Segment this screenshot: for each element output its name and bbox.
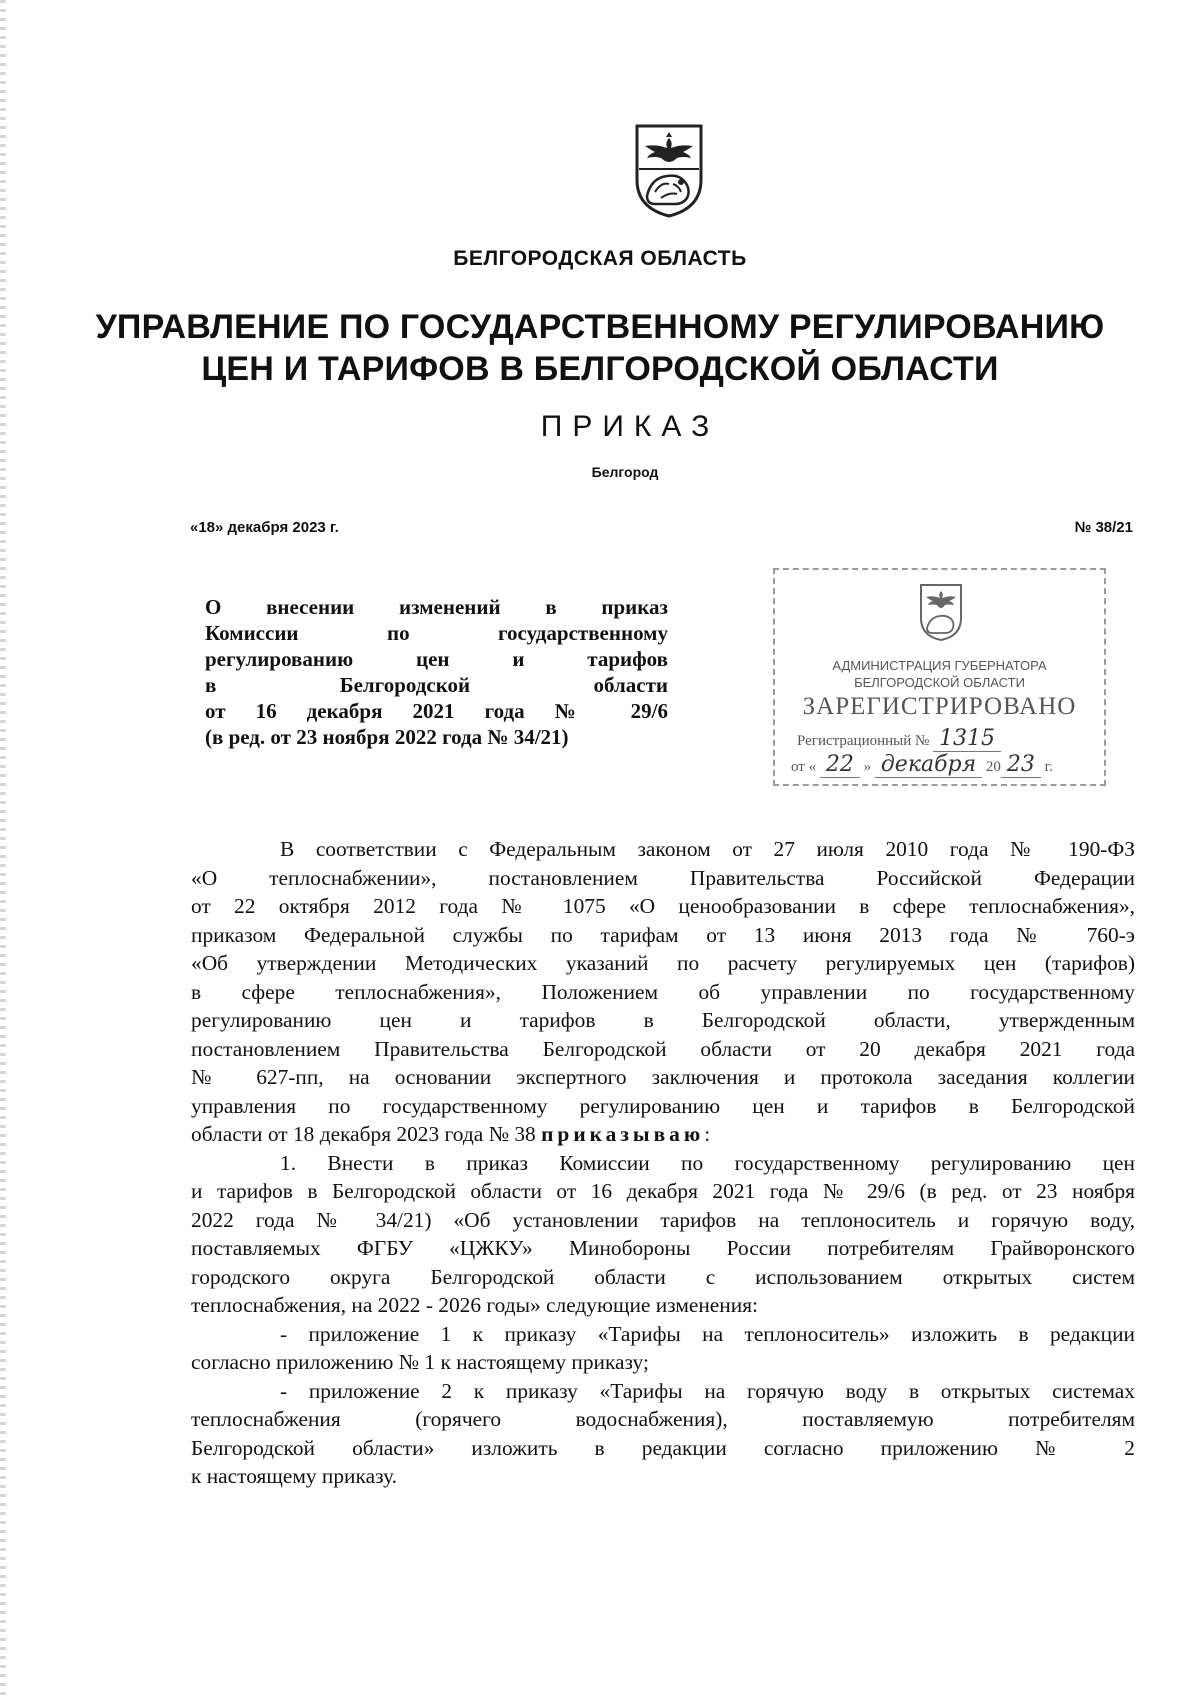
stamp-date-year-prefix: 20 <box>985 759 1001 775</box>
agency-name-line2: ЦЕН И ТАРИФОВ В БЕЛГОРОДСКОЙ ОБЛАСТИ <box>201 350 999 388</box>
body-text: области от 18 декабря 2023 года № 38 <box>191 1122 536 1146</box>
order-body <box>191 835 1135 1491</box>
body-line: городского округа Белгородской области с использованием открытых систем <box>191 1264 1135 1289</box>
region-name: БЕЛГОРОДСКАЯ ОБЛАСТЬ <box>453 247 747 270</box>
body-line <box>191 1120 1135 1149</box>
body-line: теплоснабжения (горячего водоснабжения), поставляемую потребителям <box>191 1407 1135 1431</box>
document-number: № 38/21 <box>1074 519 1133 536</box>
stamp-emblem-icon <box>918 582 964 642</box>
body-text: : <box>704 1122 711 1146</box>
document-type: ПРИКАЗ <box>540 410 720 443</box>
stamp-status: ЗАРЕГИСТРИРОВАНО <box>802 693 1077 720</box>
stamp-org-line1: АДМИНИСТРАЦИЯ ГУБЕРНАТОРА <box>832 658 1047 673</box>
body-line: Белгородской области» изложить в редакции согласно приложению № 2 <box>191 1435 1135 1460</box>
body-line: В соответствии с Федеральным законом от 27 июля 2010 года № 190-ФЗ <box>280 837 1135 861</box>
body-line: от 22 октября 2012 года № 1075 «О ценообразовании в сфере теплоснабжения», <box>191 894 1135 918</box>
body-line: «Об утверждении Методических указаний по расчету регулируемых цен (тарифов) <box>191 951 1135 975</box>
order-verb: приказываю <box>541 1122 705 1146</box>
body-line: 1. Внести в приказ Комиссии по государственному регулированию цен <box>280 1150 1135 1175</box>
stamp-date-day: 22 <box>820 752 860 778</box>
body-line: поставляемых ФГБУ «ЦЖКУ» Минобороны России потребителям Грайворонского <box>191 1236 1135 1260</box>
subject-line: регулированию цен и тарифов <box>205 647 668 671</box>
body-line: 2022 года № 34/21) «Об установлении тарифов на теплоноситель и горячую воду, <box>191 1207 1135 1232</box>
body-line: «О теплоснабжении», постановлением Правительства Российской Федерации <box>191 865 1135 890</box>
subject-line: (в ред. от 23 ноября 2022 года № 34/21) <box>205 725 569 749</box>
body-line: постановлением Правительства Белгородской области от 20 декабря 2021 года <box>191 1036 1135 1061</box>
body-line: № 627-пп, на основании экспертного заключения и протокола заседания коллегии <box>191 1065 1135 1089</box>
agency-name-line1: УПРАВЛЕНИЕ ПО ГОСУДАРСТВЕННОМУ РЕГУЛИРОВАНИЮ <box>95 308 1105 346</box>
stamp-date-month: декабря <box>875 752 982 778</box>
agency-name <box>0 306 1200 390</box>
stamp-date-line <box>791 752 1053 778</box>
coat-of-arms-icon <box>633 122 705 218</box>
city: Белгород <box>591 464 659 480</box>
body-line: и тарифов в Белгородской области от 16 декабря 2021 года № 29/6 (в ред. от 23 ноября <box>191 1179 1135 1203</box>
body-line: теплоснабжения, на 2022 - 2026 годы» следующие изменения: <box>191 1293 758 1317</box>
stamp-reg-number: 1315 <box>933 726 1001 752</box>
document-date: «18» декабря 2023 г. <box>190 519 339 536</box>
body-line: - приложение 1 к приказу «Тарифы на теплоноситель» изложить в редакции <box>280 1321 1135 1346</box>
stamp-org-line2: БЕЛГОРОДСКОЙ ОБЛАСТИ <box>854 675 1025 690</box>
body-line: регулированию цен и тарифов в Белгородской области, утвержденным <box>191 1008 1135 1032</box>
body-line: в сфере теплоснабжения», Положением об управлении по государственному <box>191 979 1135 1004</box>
stamp-organization <box>775 657 1104 691</box>
stamp-date-mid: » <box>863 759 872 775</box>
stamp-date-suffix: г. <box>1044 759 1053 775</box>
stamp-date-prefix: от « <box>791 759 817 775</box>
subject-line: в Белгородской области <box>205 673 668 697</box>
body-line: - приложение 2 к приказу «Тарифы на горячую воду в открытых системах <box>280 1378 1135 1403</box>
order-subject <box>205 594 668 750</box>
body-line: приказом Федеральной службы по тарифам от 13 июня 2013 года № 760-э <box>191 922 1135 947</box>
body-line: согласно приложению № 1 к настоящему приказу; <box>191 1350 649 1374</box>
subject-line: О внесении изменений в приказ <box>205 595 668 619</box>
stamp-reg-label: Регистрационный № <box>797 733 930 749</box>
subject-line: от 16 декабря 2021 года № 29/6 <box>205 699 668 723</box>
body-line: управления по государственному регулированию цен и тарифов в Белгородской <box>191 1093 1135 1118</box>
stamp-registration-line <box>797 726 1001 752</box>
body-line: к настоящему приказу. <box>191 1464 397 1488</box>
stamp-date-year: 23 <box>1001 752 1041 778</box>
subject-line: Комиссии по государственному <box>205 621 668 645</box>
registration-stamp <box>773 568 1106 786</box>
